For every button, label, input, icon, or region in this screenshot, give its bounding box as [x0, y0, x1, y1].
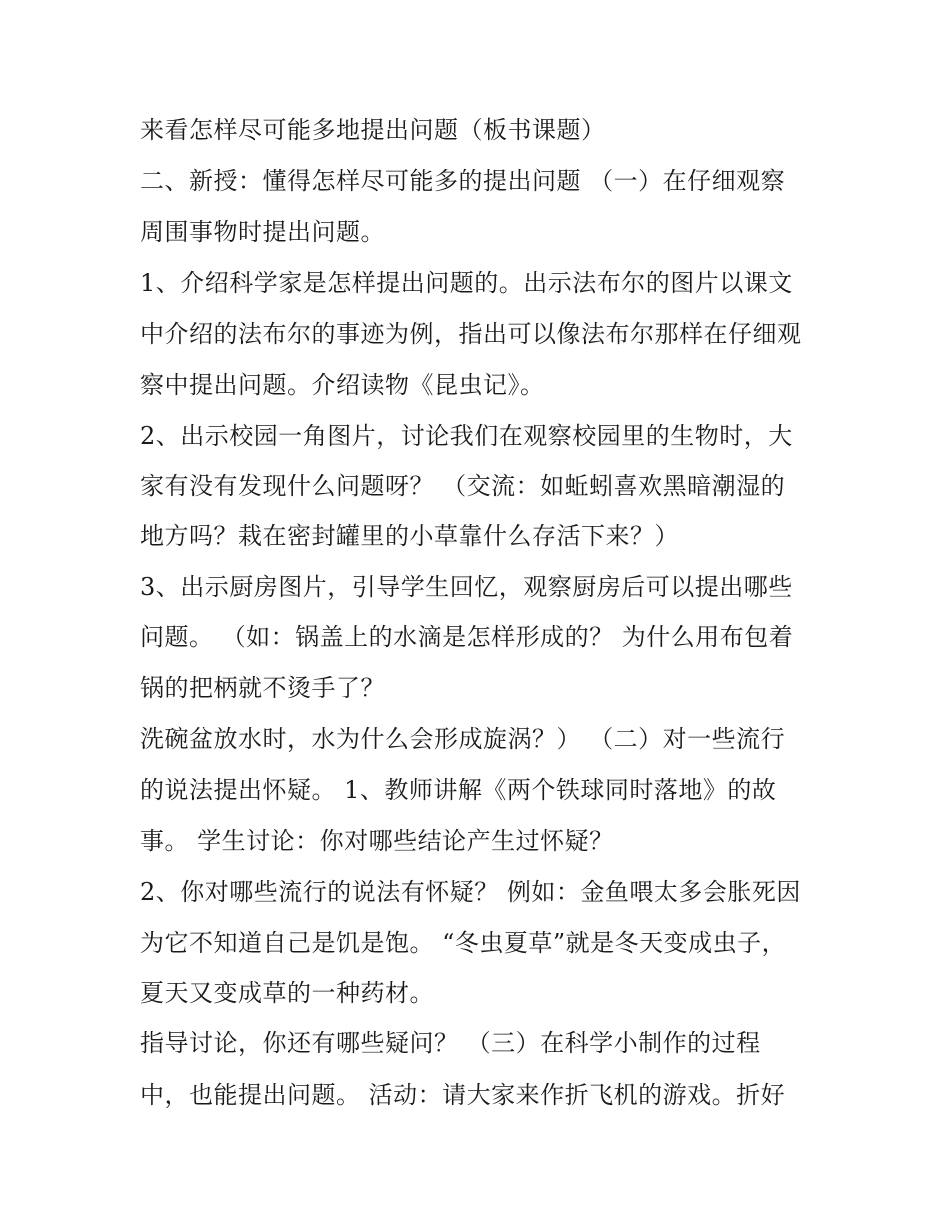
text-line: 为它不知道自己是饥是饱。 “冬虫夏草”就是冬天变成虫子，: [140, 929, 787, 957]
text-line: 中，也能提出问题。 活动：请大家来作折飞机的游戏。折好: [140, 1081, 786, 1109]
text-line: 锅的把柄就不烫手了？: [140, 674, 385, 702]
text-line: 事。 学生讨论：你对哪些结论产生过怀疑？: [140, 827, 614, 855]
text-line: 夏天又变成草的一种药材。: [140, 979, 434, 1007]
text-line: 地方吗？栽在密封罐里的小草靠什么存活下来？）: [140, 522, 679, 550]
text-line: 问题。 （如：锅盖上的水滴是怎样形成的？ 为什么用布包着: [140, 623, 794, 651]
text-line: 中介绍的法布尔的事迹为例，指出可以像法布尔那样在仔细观: [140, 320, 802, 348]
text-line: 2、出示校园一角图片，讨论我们在观察校园里的生物时，大: [140, 422, 793, 450]
text-line: 3、出示厨房图片，引导学生回忆，观察厨房后可以提出哪些: [140, 573, 793, 601]
text-line: 洗碗盆放水时，水为什么会形成旋涡？） （二）对一些流行: [140, 725, 786, 753]
text-line: 指导讨论，你还有哪些疑问？ （三）在科学小制作的过程: [140, 1029, 761, 1057]
text-line: 1、介绍科学家是怎样提出问题的。出示法布尔的图片以课文: [140, 269, 793, 297]
text-line: 家有没有发现什么问题呀？ （交流：如蚯蚓喜欢黑暗潮湿的: [140, 472, 786, 500]
text-line: 二、新授：懂得怎样尽可能多的提出问题 （一）在仔细观察: [140, 167, 786, 195]
text-line: 来看怎样尽可能多地提出问题（板书课题）: [140, 116, 606, 144]
text-line: 2、你对哪些流行的说法有怀疑？ 例如：金鱼喂太多会胀死因: [140, 878, 801, 906]
text-line: 的说法提出怀疑。 1、教师讲解《两个铁球同时落地》的故: [140, 776, 777, 804]
text-line: 周围事物时提出问题。: [140, 218, 385, 246]
text-line: 察中提出问题。介绍读物《昆虫记》。: [140, 371, 545, 399]
